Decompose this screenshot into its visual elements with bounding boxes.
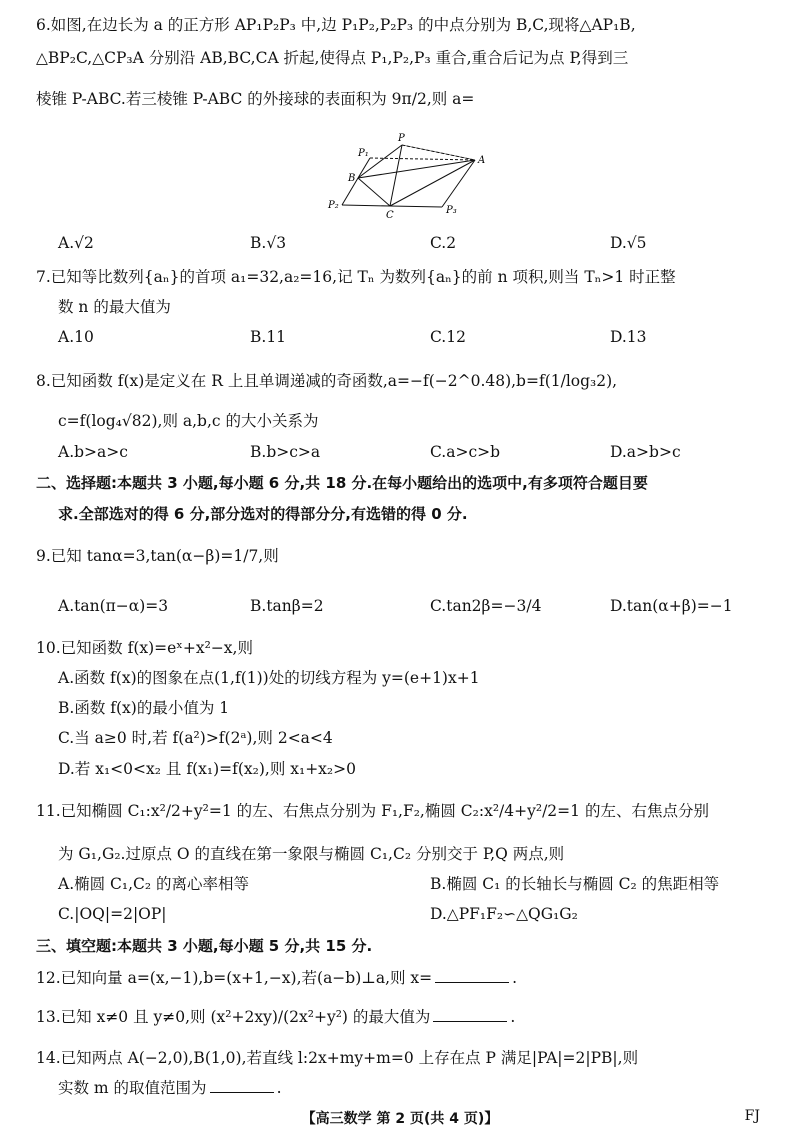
section-2-line-2: 求.全部选对的得 6 分,部分选对的得部分分,有选错的得 0 分. bbox=[58, 505, 468, 523]
q11-option-d: D.△PF₁F₂∽△QG₁G₂ bbox=[430, 905, 578, 923]
q7-line-2: 数 n 的最大值为 bbox=[58, 298, 171, 316]
q9-line-1: 9.已知 tanα=3,tan(α−β)=1/7,则 bbox=[36, 547, 279, 565]
q8-option-a: A.b>a>c bbox=[58, 443, 128, 461]
edge-b-c bbox=[358, 178, 390, 206]
q6-line-2: △BP₂C,△CP₃A 分别沿 AB,BC,CA 折起,使得点 P₁,P₂,P₃ 重合,重合后记为点 P,得到三 bbox=[36, 49, 629, 67]
q6-line-3: 棱锥 P-ABC.若三棱锥 P-ABC 的外接球的表面积为 9π/2,则 a= bbox=[36, 90, 475, 108]
q13-answer-blank bbox=[433, 1007, 507, 1022]
edge-c-p3 bbox=[390, 206, 442, 207]
q10-line-1: 10.已知函数 f(x)=eˣ+x²−x,则 bbox=[36, 639, 253, 657]
edge-p3-a bbox=[442, 160, 475, 207]
q13-line bbox=[36, 1006, 780, 1028]
q7-option-c: C.12 bbox=[430, 328, 466, 346]
q7-line-1: 7.已知等比数列{aₙ}的首项 a₁=32,a₂=16,记 Tₙ 为数列{aₙ}的前 n 项积,则当 Tₙ>1 时正整 bbox=[36, 268, 676, 286]
q11-option-c: C.|OQ|=2|OP| bbox=[58, 905, 167, 923]
q8-line-1: 8.已知函数 f(x)是定义在 R 上且单调递减的奇函数,a=−f(−2^0.48),b=f(1/log₃2), bbox=[36, 372, 618, 390]
q6-line-1: 6.如图,在边长为 a 的正方形 AP₁P₂P₃ 中,边 P₁P₂,P₂P₃ 的中点分别为 B,C,现将△AP₁B, bbox=[36, 16, 636, 34]
label-p: P bbox=[398, 133, 405, 144]
footer-code: FJ bbox=[744, 1108, 760, 1124]
q14-end: . bbox=[276, 1079, 282, 1097]
q6-option-c: C.2 bbox=[430, 234, 457, 252]
q14-line-1: 14.已知两点 A(−2,0),B(1,0),若直线 l:2x+my+m=0 上存在点 P 满足|PA|=2|PB|,则 bbox=[36, 1049, 639, 1067]
q14-text: 实数 m 的取值范围为 bbox=[58, 1079, 207, 1097]
q13-end: . bbox=[510, 1008, 516, 1026]
q9-option-a: A.tan(π−α)=3 bbox=[58, 597, 169, 615]
edge-p-a bbox=[402, 145, 475, 160]
q10-option-a: A.函数 f(x)的图象在点(1,f(1))处的切线方程为 y=(e+1)x+1 bbox=[58, 669, 480, 687]
q11-options-row-2 bbox=[58, 903, 778, 925]
q10-option-b: B.函数 f(x)的最小值为 1 bbox=[58, 699, 230, 717]
q11-options-row-1 bbox=[58, 873, 778, 895]
label-a: A bbox=[478, 155, 486, 166]
q10-option-c: C.当 a≥0 时,若 f(a²)>f(2ᵃ),则 2<a<4 bbox=[58, 729, 333, 747]
label-p2: P₂ bbox=[328, 200, 339, 211]
q6-option-b: B.√3 bbox=[250, 234, 287, 252]
q8-options bbox=[58, 441, 778, 463]
q8-option-b: B.b>c>a bbox=[250, 443, 321, 461]
label-b: B bbox=[348, 173, 356, 184]
q12-end: . bbox=[512, 969, 518, 987]
q11-line-1: 11.已知椭圆 C₁:x²/2+y²=1 的左、右焦点分别为 F₁,F₂,椭圆 C₂:x²/4+y²/2=1 的左、右焦点分别 bbox=[36, 802, 709, 820]
q9-option-d: D.tan(α+β)=−1 bbox=[610, 597, 733, 615]
label-p3: P₃ bbox=[446, 205, 457, 216]
section-2-line-1: 二、选择题:本题共 3 小题,每小题 6 分,共 18 分.在每小题给出的选项中,有多项符合题目要 bbox=[36, 474, 648, 492]
q11-option-a: A.椭圆 C₁,C₂ 的离心率相等 bbox=[58, 875, 250, 893]
label-p1: P₁ bbox=[358, 148, 369, 159]
edge-p-c bbox=[390, 145, 402, 206]
q11-option-b: B.椭圆 C₁ 的长轴长与椭圆 C₂ 的焦距相等 bbox=[430, 875, 720, 893]
q13-text: 13.已知 x≠0 且 y≠0,则 (x²+2xy)/(2x²+y²) 的最大值为 bbox=[36, 1008, 431, 1026]
q6-option-a: A.√2 bbox=[58, 234, 94, 252]
section-3-heading: 三、填空题:本题共 3 小题,每小题 5 分,共 15 分. bbox=[36, 937, 373, 955]
q7-options bbox=[58, 326, 778, 348]
q8-line-2: c=f(log₄√82),则 a,b,c 的大小关系为 bbox=[58, 412, 319, 430]
q10-option-d: D.若 x₁<0<x₂ 且 f(x₁)=f(x₂),则 x₁+x₂>0 bbox=[58, 760, 356, 778]
q12-answer-blank bbox=[435, 968, 509, 983]
page-footer: 【高三数学 第 2 页(共 4 页)】 bbox=[301, 1111, 499, 1127]
q14-line-2 bbox=[58, 1077, 780, 1099]
q14-answer-blank bbox=[210, 1078, 274, 1093]
label-c: C bbox=[386, 210, 394, 220]
q9-option-b: B.tanβ=2 bbox=[250, 597, 324, 615]
q8-option-d: D.a>b>c bbox=[610, 443, 681, 461]
q6-options bbox=[58, 232, 778, 254]
pyramid-figure bbox=[320, 130, 490, 220]
edge-p2-c bbox=[342, 205, 390, 206]
edge-p1-a bbox=[370, 158, 475, 160]
q11-line-2: 为 G₁,G₂.过原点 O 的直线在第一象限与椭圆 C₁,C₂ 分别交于 P,Q 两点,则 bbox=[58, 845, 565, 863]
q6-option-d: D.√5 bbox=[610, 234, 647, 252]
q12-text: 12.已知向量 a=(x,−1),b=(x+1,−x),若(a−b)⊥a,则 x= bbox=[36, 969, 433, 987]
q7-option-d: D.13 bbox=[610, 328, 647, 346]
q7-option-a: A.10 bbox=[58, 328, 94, 346]
q9-option-c: C.tan2β=−3/4 bbox=[430, 597, 542, 615]
edge-p1-b bbox=[358, 158, 370, 178]
q12-line bbox=[36, 967, 780, 989]
q9-options bbox=[58, 595, 778, 617]
q8-option-c: C.a>c>b bbox=[430, 443, 501, 461]
q7-option-b: B.11 bbox=[250, 328, 287, 346]
